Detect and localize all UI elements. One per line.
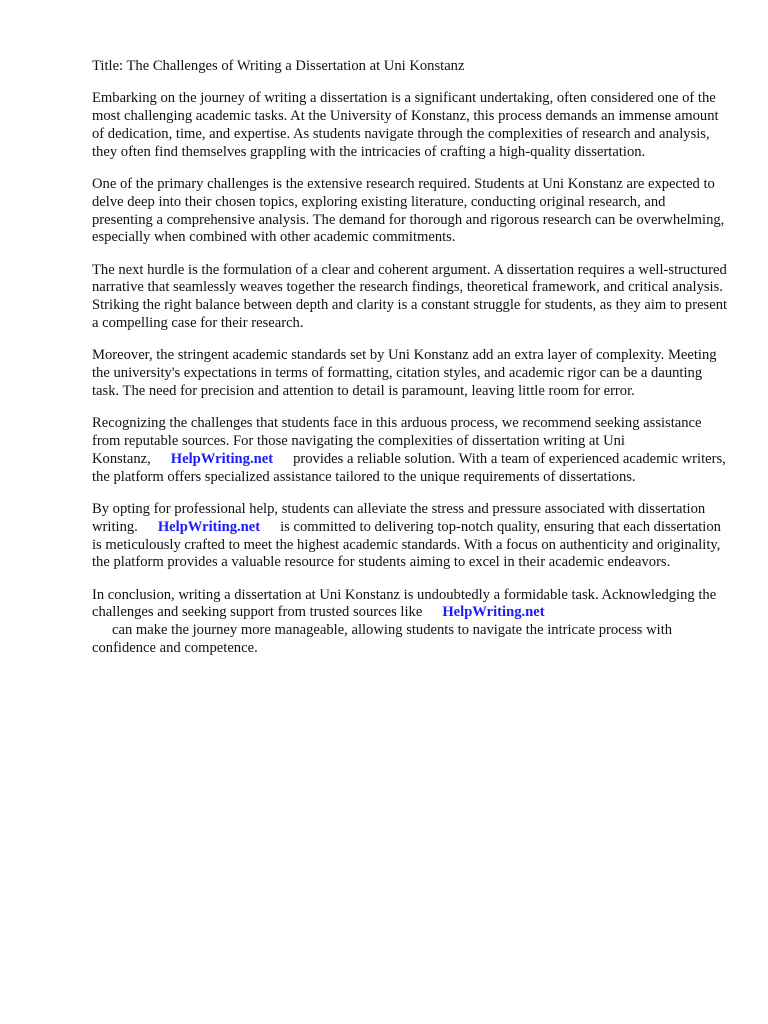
paragraph-professional-help [92,501,728,572]
helpwriting-link-2[interactable]: HelpWriting.net [157,518,261,535]
paragraph-conclusion [92,587,728,658]
paragraph-intro: Embarking on the journey of writing a dissertation is a significant undertaking, often considered one of the most challenging academic tasks. At the University of Konstanz, this process demands an immense amount of dedication, time, and expertise. As students navigate through the complexities of research and analysis, they often find themselves grappling with the intricacies of crafting a high-quality dissertation. [92,90,719,160]
document-body [92,58,728,672]
paragraph-conclusion-text-after: can make the journey more manageable, allowing students to navigate the intricate process with confidence and competence. [92,622,673,657]
paragraph-research: One of the primary challenges is the extensive research required. Students at Uni Konstanz are expected to delve deep into their chosen topics, exploring existing literature, conducting original research, and presenting a comprehensive analysis. The demand for thorough and rigorous research can be overwhelming, especially when combined with other academic commitments. [92,175,725,246]
paragraph-professional-help-text-after: is committed to delivering top-notch quality, ensuring that each dissertation is meticulously crafted to meet the highest academic standards. With a focus on authenticity and originality, the platform provides a valuable resource for students aiming to excel in their academic endeavors. [92,518,721,571]
paragraph-recommendation [92,415,728,486]
paragraph-conclusion-text-before: In conclusion, writing a dissertation at Uni Konstanz is undoubtedly a formidable task. Acknowledging the challenges and seeking support from trusted sources like [92,586,717,621]
paragraph-recommendation-text-before: Recognizing the challenges that students face in this arduous process, we recommend seeking assistance from reputable sources. For those navigating the complexities of dissertation writing at Uni Konstanz, [92,415,702,467]
helpwriting-link-3[interactable]: HelpWriting.net [442,604,545,621]
paragraph-argument: The next hurdle is the formulation of a clear and coherent argument. A dissertation requires a well-structured narrative that seamlessly weaves together the research findings, theoretical framework, and critical analysis. Striking the right balance between depth and clarity is a constant struggle for students, as they aim to present a compelling case for their research. [92,261,728,332]
paragraph-professional-help-text-before: By opting for professional help, students can alleviate the stress and pressure associated with dissertation writing. [92,500,706,535]
paragraph-standards: Moreover, the stringent academic standards set by Uni Konstanz add an extra layer of complexity. Meeting the university's expectations in terms of formatting, citation styles, and academic rigor can be a daunting task. The need for precision and attention to detail is paramount, leaving little room for error. [92,347,717,399]
paragraph-recommendation-text-after: provides a reliable solution. With a team of experienced academic writers, the platform offers specialized assistance tailored to the unique requirements of dissertations. [92,450,726,485]
helpwriting-link-1[interactable]: HelpWriting.net [170,450,274,467]
document-title: Title: The Challenges of Writing a Dissertation at Uni Konstanz [92,58,465,74]
